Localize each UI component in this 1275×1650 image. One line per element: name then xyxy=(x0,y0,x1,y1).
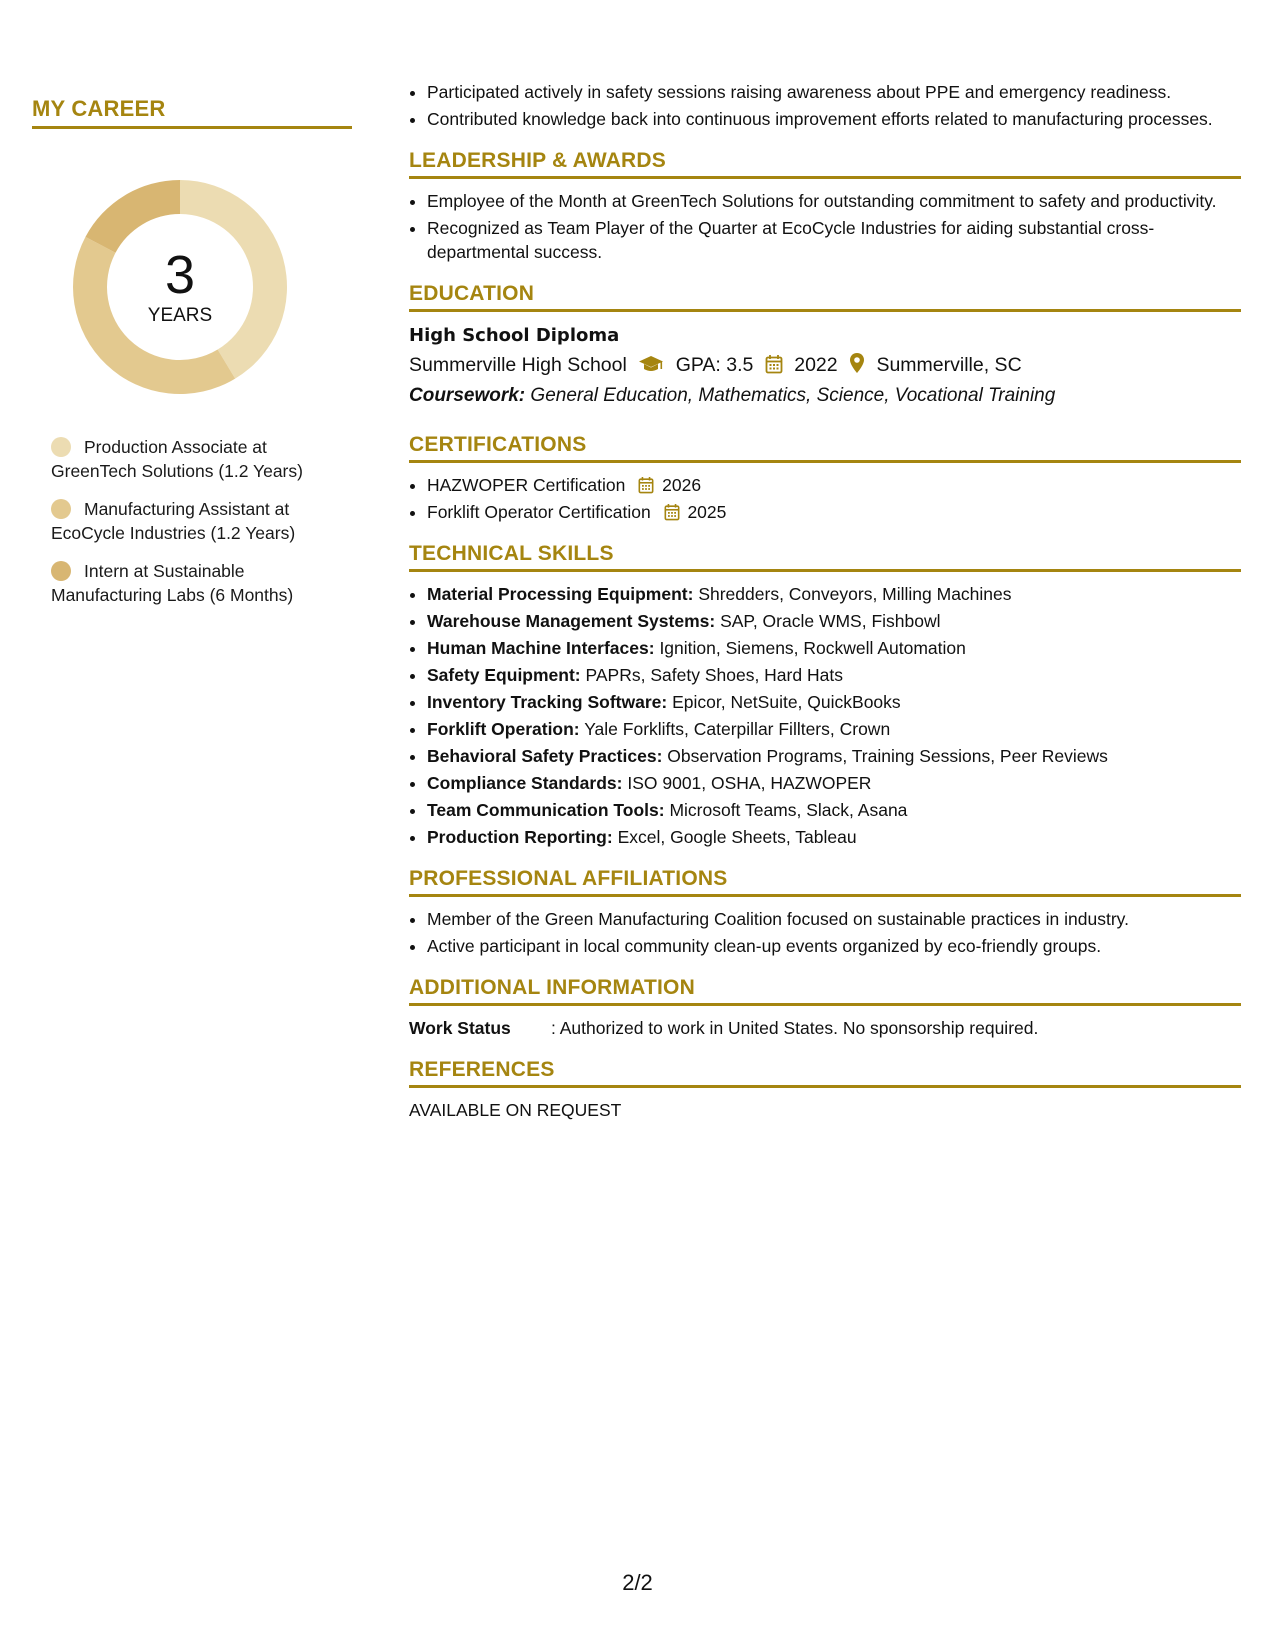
legend-dot-icon xyxy=(51,561,71,581)
certifications-list xyxy=(409,473,1241,524)
career-sidebar xyxy=(32,96,352,621)
list-item: • Compliance Standards: ISO 9001, OSHA, HAZWOPER xyxy=(427,771,1241,795)
list-item: • Employee of the Month at GreenTech Solutions for outstanding commitment to safety and productivity. xyxy=(427,189,1241,213)
leadership-title: LEADERSHIP & AWARDS xyxy=(409,149,1241,179)
experience-bullets xyxy=(409,80,1241,131)
skills-list xyxy=(409,582,1241,849)
career-total-years: 3 xyxy=(164,245,196,305)
career-legend-item: Production Associate at GreenTech Solutions (1.2 Years) xyxy=(51,437,303,481)
work-status-row xyxy=(409,1016,1241,1040)
education-school: Summerville High School xyxy=(409,354,627,376)
work-status-label: Work Status xyxy=(409,1018,511,1038)
career-total-unit: YEARS xyxy=(147,305,213,326)
calendar-icon xyxy=(664,503,680,521)
coursework-label: Coursework: xyxy=(409,385,526,406)
list-item: • Material Processing Equipment: Shredders, Conveyors, Milling Machines xyxy=(427,582,1241,606)
list-item: • Safety Equipment: PAPRs, Safety Shoes, Hard Hats xyxy=(427,663,1241,687)
list-item: • Forklift Operator Certification 2025 xyxy=(427,500,1241,524)
references-text: AVAILABLE ON REQUEST xyxy=(409,1100,622,1120)
education-gpa: GPA: 3.5 xyxy=(675,354,754,376)
list-item: • Behavioral Safety Practices: Observation Programs, Training Sessions, Peer Reviews xyxy=(427,744,1241,768)
list-item: • Production Reporting: Excel, Google Sheets, Tableau xyxy=(427,825,1241,849)
education-title: EDUCATION xyxy=(409,282,1241,312)
affiliations-title: PROFESSIONAL AFFILIATIONS xyxy=(409,867,1241,897)
career-title: MY CAREER xyxy=(32,96,352,129)
education-coursework xyxy=(409,381,1241,411)
graduation-cap-icon xyxy=(638,354,664,374)
list-item: • HAZWOPER Certification 2026 xyxy=(427,473,1241,497)
skills-title: TECHNICAL SKILLS xyxy=(409,542,1241,572)
list-item: • Forklift Operation: Yale Forklifts, Caterpillar Fillters, Crown xyxy=(427,717,1241,741)
education-location: Summerville, SC xyxy=(876,354,1022,376)
list-item: • Inventory Tracking Software: Epicor, NetSuite, QuickBooks xyxy=(427,690,1241,714)
affiliations-list xyxy=(409,907,1241,958)
list-item: • Warehouse Management Systems: SAP, Oracle WMS, Fishbowl xyxy=(427,609,1241,633)
main-content xyxy=(409,80,1241,1122)
education-year: 2022 xyxy=(794,354,838,376)
education-details xyxy=(409,350,1241,381)
career-legend-item: Manufacturing Assistant at EcoCycle Industries (1.2 Years) xyxy=(51,499,296,543)
legend-dot-icon xyxy=(51,437,71,457)
additional-info-title: ADDITIONAL INFORMATION xyxy=(409,976,1241,1006)
list-item: • Recognized as Team Player of the Quarter at EcoCycle Industries for aiding substantial cross-departmental success. xyxy=(427,216,1241,264)
calendar-icon xyxy=(638,476,654,494)
work-status-value: : Authorized to work in United States. No sponsorship required. xyxy=(551,1018,1039,1038)
list-item: • Member of the Green Manufacturing Coalition focused on sustainable practices in industry. xyxy=(427,907,1241,931)
page-number: 2/2 xyxy=(622,1570,653,1595)
references-title: REFERENCES xyxy=(409,1058,1241,1088)
career-legend xyxy=(51,435,352,607)
calendar-icon xyxy=(765,354,783,374)
list-item: • Active participant in local community clean-up events organized by eco-friendly groups. xyxy=(427,934,1241,958)
education-degree: High School Diploma xyxy=(409,325,620,346)
leadership-bullets xyxy=(409,189,1241,264)
list-item: • Team Communication Tools: Microsoft Teams, Slack, Asana xyxy=(427,798,1241,822)
career-legend-item: Intern at Sustainable Manufacturing Labs (6 Months) xyxy=(51,561,294,605)
list-item: • Human Machine Interfaces: Ignition, Siemens, Rockwell Automation xyxy=(427,636,1241,660)
list-item: • Participated actively in safety sessions raising awareness about PPE and emergency readiness. xyxy=(427,80,1241,104)
career-donut-chart xyxy=(66,173,294,401)
certifications-title: CERTIFICATIONS xyxy=(409,433,1241,463)
location-pin-icon xyxy=(849,352,865,374)
list-item: • Contributed knowledge back into continuous improvement efforts related to manufacturing processes. xyxy=(427,107,1241,131)
legend-dot-icon xyxy=(51,499,71,519)
coursework-value: General Education, Mathematics, Science, Vocational Training xyxy=(530,385,1056,406)
